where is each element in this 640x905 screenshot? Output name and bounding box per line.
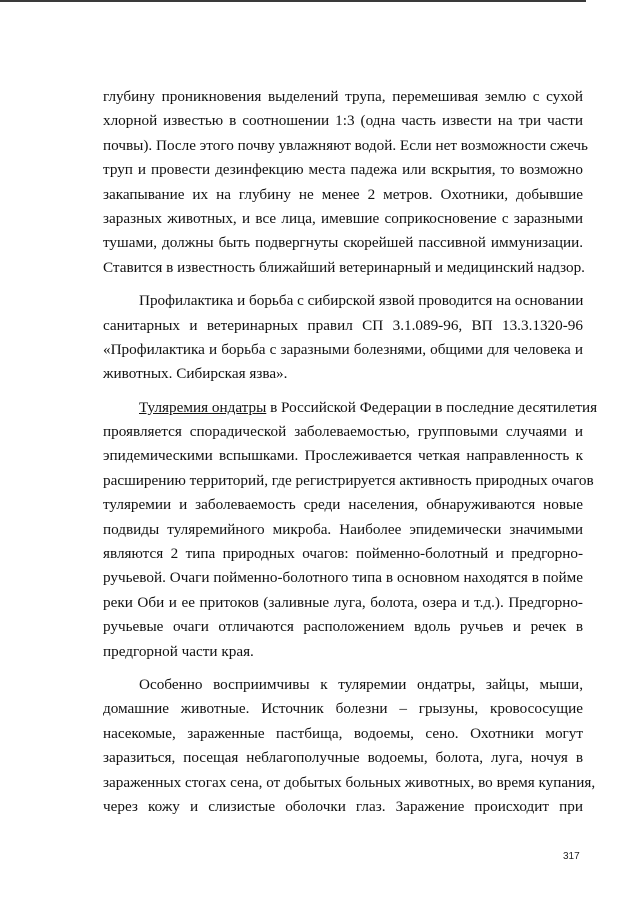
text-line: ручьевой. Очаги пойменно-болотного типа в основном находятся в пойме (103, 569, 583, 587)
text-line: хлорной известью в соотношении 1:3 (одна часть извести на три части (103, 112, 583, 130)
text-line: заразиться, посещая неблагополучные водоемы, болота, луга, ночуя в (103, 749, 583, 767)
paragraph-anthrax-prevention (103, 289, 583, 387)
paragraph-tularemia (103, 396, 598, 664)
text-line: туляремии и заболеваемость среди населения, обнаруживаются новые (103, 496, 583, 514)
paragraph-burial (103, 85, 588, 280)
underlined-term: Туляремия ондатры (139, 398, 267, 416)
text-line: расширению территорий, где регистрируется активность природных очагов (103, 471, 594, 489)
text-line: зараженных стогах сена, от добытых больных животных, во время купания, (103, 773, 596, 791)
page-number: 317 (563, 851, 580, 862)
text-line: подвиды туляремийного микроба. Наиболее эпидемически значимыми (103, 520, 583, 538)
text-line: труп и провести дезинфекцию места падежа или вскрытия, то возможно (103, 161, 583, 179)
text-line: Ставится в известность ближайший ветеринарный и медицинский надзор. (103, 258, 585, 276)
text-line: заразных животных, и все лица, имевшие соприкосновение с заразными (103, 209, 583, 227)
text-line: проявляется спорадической заболеваемостью, групповыми случаями и (103, 423, 583, 441)
text-fragment: в Российской Федерации в последние десятилетия (266, 398, 598, 416)
text-line: почвы). После этого почву увлажняют водой. Если нет возможности сжечь (103, 136, 588, 154)
paragraph-susceptibility (103, 673, 596, 819)
text-line: тушами, должны быть подвергнуты скорейшей пассивной иммунизации. (103, 234, 583, 252)
text-line (103, 396, 598, 420)
text-line: ручьевые очаги отличаются расположением вдоль ручьев и речек в (103, 618, 583, 636)
text-line: являются 2 типа природных очагов: пойменно-болотный и предгорно- (103, 545, 583, 563)
text-line: закапывание их на глубину не менее 2 метров. Охотники, добывшие (103, 185, 583, 203)
text-line: предгорной части края. (103, 642, 254, 660)
text-line: глубину проникновения выделений трупа, перемешивая землю с сухой (103, 88, 583, 105)
text-line: насекомые, зараженные пастбища, водоемы, сено. Охотники могут (103, 724, 583, 742)
document-body (103, 85, 598, 819)
top-border-line (0, 0, 586, 2)
text-line: домашние животные. Источник болезни – грызуны, кровососущие (103, 700, 583, 718)
text-line: Профилактика и борьба с сибирской язвой проводится на основании (139, 292, 584, 310)
text-line: «Профилактика и борьба с заразными болезнями, общими для человека и (103, 340, 583, 358)
text-line: санитарных и ветеринарных правил СП 3.1.089-96, ВП 13.3.1320-96 (103, 316, 583, 334)
text-line: эпидемическими вспышками. Прослеживается четкая направленность к (103, 447, 583, 465)
text-line: через кожу и слизистые оболочки глаз. Заражение происходит при (103, 797, 583, 815)
text-line: реки Оби и ее притоков (заливные луга, болота, озера и т.д.). Предгорно- (103, 593, 583, 611)
text-line: Особенно восприимчивы к туляремии ондатры, зайцы, мыши, (139, 675, 583, 693)
text-line: животных. Сибирская язва». (103, 365, 288, 383)
